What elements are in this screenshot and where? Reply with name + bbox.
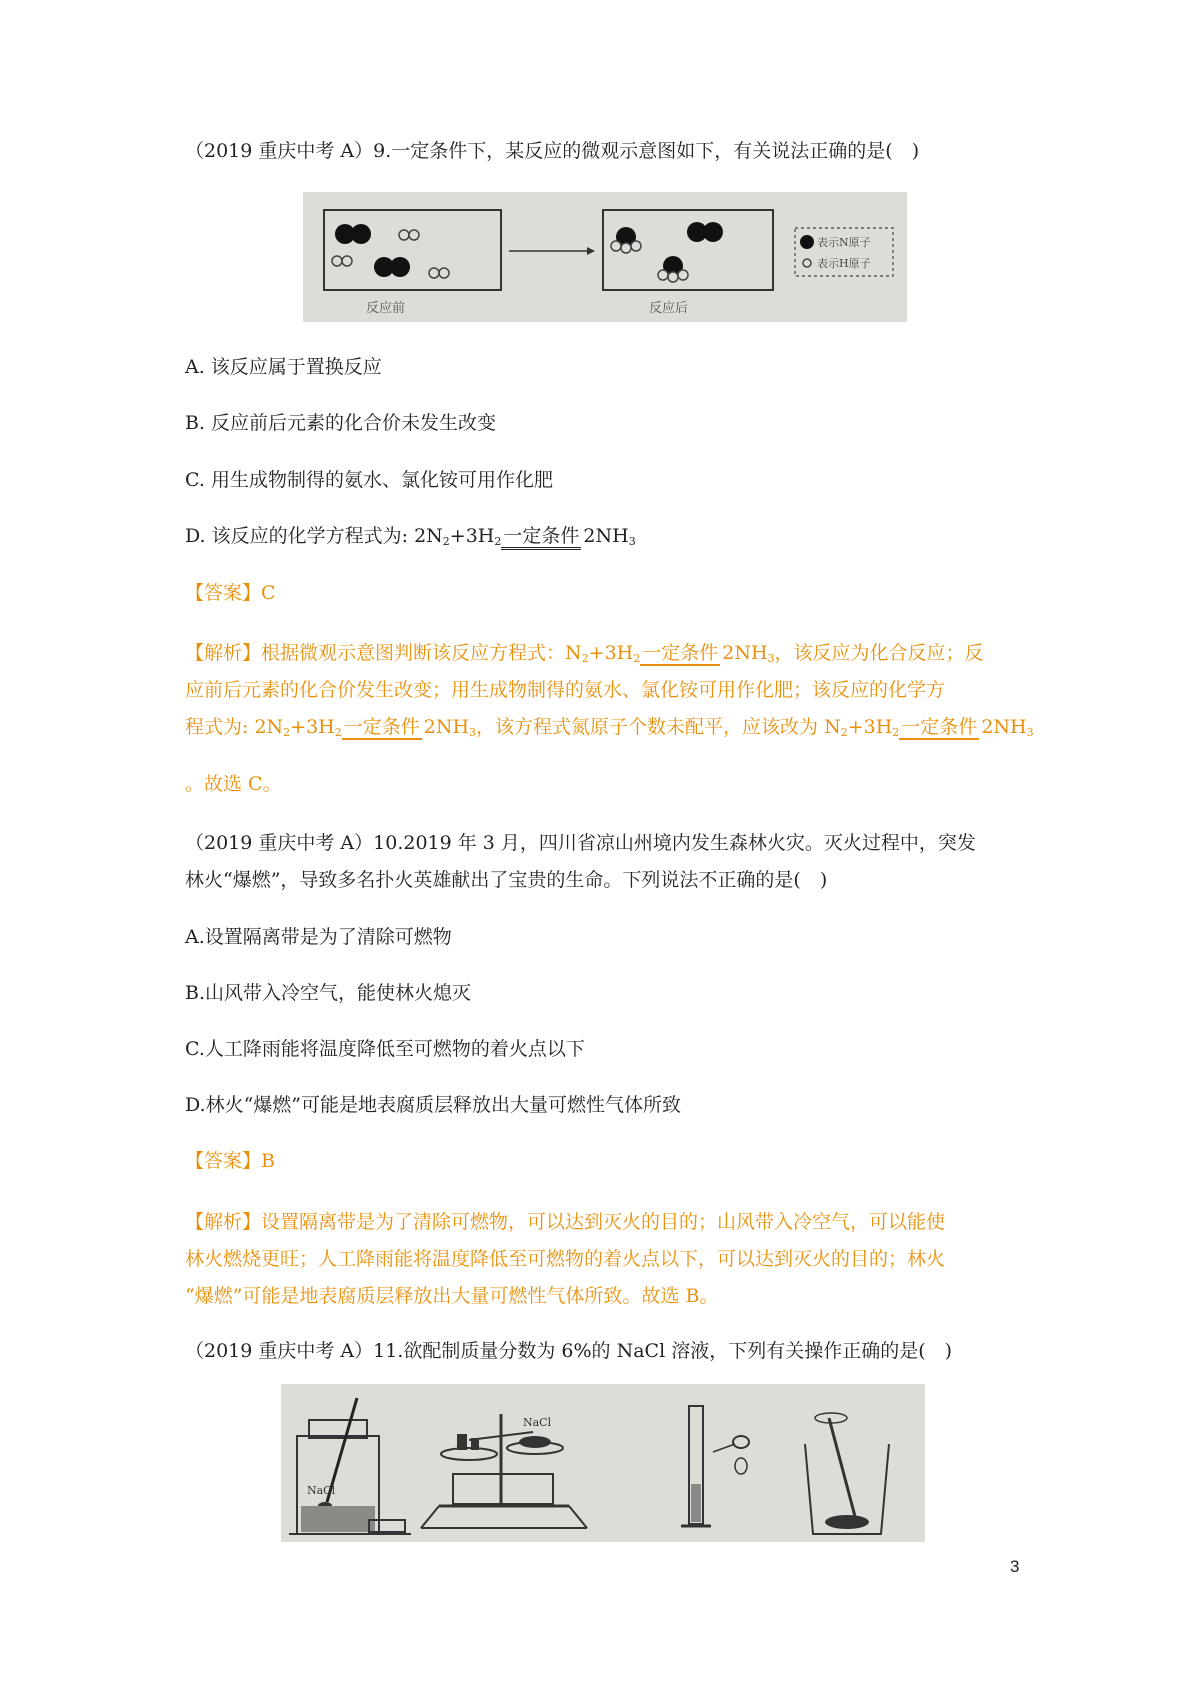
- q9-option-d-condition: 一定条件: [501, 525, 581, 550]
- q10-stem-line2: 林火“爆燃”，导致多名扑火英雄献出了宝贵的生命。下列说法不正确的是( ): [185, 869, 828, 891]
- q9-reaction-figure: [303, 192, 907, 322]
- q9-analysis-l3-s3: 3: [469, 726, 477, 739]
- q10-option-d: D.林火“爆燃”可能是地表腐质层释放出大量可燃性气体所致: [185, 1094, 682, 1116]
- q9-option-a: A. 该反应属于置换反应: [185, 356, 382, 378]
- q10-analysis-tag: 【解析】: [185, 1211, 262, 1233]
- q9-option-b: B. 反应前后元素的化合价未发生改变: [185, 412, 497, 434]
- q9-analysis-l3-s4: 2: [840, 726, 848, 739]
- q9-analysis-l3-t2: +3H: [290, 716, 335, 738]
- q9-option-d-r2-sub: 2: [494, 535, 502, 548]
- q9-legend-n: 表示N原子: [817, 236, 871, 249]
- q9-analysis-l3-t1: 程式为: 2N: [185, 716, 284, 738]
- q11-stem: （2019 重庆中考 A）11.欲配制质量分数为 6%的 NaCl 溶液，下列有关操作正确的是( ): [185, 1340, 953, 1362]
- q9-option-d-plus: +3H: [449, 525, 495, 547]
- q10-answer: 【答案】B: [185, 1150, 275, 1172]
- q10-analysis-l1: 设置隔离带是为了清除可燃物，可以达到灭火的目的；山风带入冷空气，可以能使: [261, 1211, 946, 1233]
- q9-analysis-line4: 。故选 C。: [185, 773, 282, 795]
- q9-answer: 【答案】C: [185, 582, 276, 604]
- q9-analysis-l3-condition: 一定条件: [343, 716, 420, 738]
- q9-analysis-l1-t4: ，该反应为化合反应；反: [774, 642, 984, 664]
- q9-analysis-l1-s3: 3: [767, 652, 775, 665]
- q9-legend-h: 表示H原子: [817, 257, 871, 270]
- q9-option-d: [185, 523, 636, 555]
- q9-analysis-l3-t3: 2NH: [423, 716, 470, 738]
- q9-option-d-product-sub: 3: [628, 535, 636, 548]
- q10-analysis-line1: [185, 1209, 945, 1235]
- q9-analysis-l3-s5: 2: [892, 726, 900, 739]
- q9-analysis-l1-t3: 2NH: [722, 642, 768, 664]
- q9-label-before: 反应前: [366, 301, 406, 316]
- q9-analysis-l1-t2: +3H: [588, 642, 634, 664]
- q10-analysis-line3: “爆燃”可能是地表腐质层释放出大量可燃性气体所致。故选 B。: [185, 1285, 719, 1307]
- q11-lab-figure: [281, 1384, 925, 1542]
- q11-pan-label: NaCl: [523, 1416, 552, 1429]
- q9-option-d-r1: 2N: [414, 525, 443, 547]
- q9-analysis-l3-t4: ，该方程式氮原子个数未配平，应该改为 N: [476, 716, 841, 738]
- q9-option-d-prefix: D. 该反应的化学方程式为:: [185, 525, 415, 547]
- q9-analysis-l1-t1: 根据微观示意图判断该反应方程式：N: [261, 642, 582, 664]
- q11-jar-label: NaCl: [307, 1484, 336, 1497]
- q9-option-d-r1-sub: 2: [442, 535, 450, 548]
- q10-stem-line1: （2019 重庆中考 A）10.2019 年 3 月，四川省凉山州境内发生森林火灾。灭火过程中，突发: [185, 832, 976, 854]
- q9-option-d-product: 2NH: [583, 525, 629, 547]
- q10-option-a: A.设置隔离带是为了清除可燃物: [185, 926, 452, 948]
- q10-option-b: B.山风带入冷空气，能使林火熄灭: [185, 982, 472, 1004]
- q9-option-c: C. 用生成物制得的氨水、氯化铵可用作化肥: [185, 469, 553, 491]
- q9-analysis-tag: 【解析】: [185, 642, 262, 664]
- q9-analysis-line1: [185, 640, 984, 672]
- q9-analysis-l3-t5: +3H: [847, 716, 893, 738]
- page-number: 3: [1010, 1557, 1020, 1576]
- q9-analysis-l1-condition: 一定条件: [642, 642, 719, 664]
- q10-analysis-line2: 林火燃烧更旺；人工降雨能将温度降低至可燃物的着火点以下，可以达到灭火的目的；林火: [185, 1248, 946, 1270]
- q9-analysis-l3-s1: 2: [283, 726, 291, 739]
- q9-analysis-line2: 应前后元素的化合价发生改变；用生成物制得的氨水、氯化铵可用作化肥；该反应的化学方: [185, 679, 946, 701]
- q9-analysis-l3-t6: 2NH: [981, 716, 1027, 738]
- q9-analysis-line3: [185, 714, 1034, 746]
- q9-analysis-l1-s1: 2: [581, 652, 589, 665]
- q10-option-c: C.人工降雨能将温度降低至可燃物的着火点以下: [185, 1038, 585, 1060]
- q9-analysis-l3-condition2: 一定条件: [901, 716, 978, 738]
- q9-label-after: 反应后: [649, 301, 689, 316]
- q9-analysis-l3-s2: 2: [334, 726, 342, 739]
- q9-analysis-l1-s2: 2: [633, 652, 641, 665]
- q9-analysis-l3-s6: 3: [1026, 726, 1034, 739]
- q9-stem: （2019 重庆中考 A）9.一定条件下，某反应的微观示意图如下，有关说法正确的是( ): [185, 140, 920, 162]
